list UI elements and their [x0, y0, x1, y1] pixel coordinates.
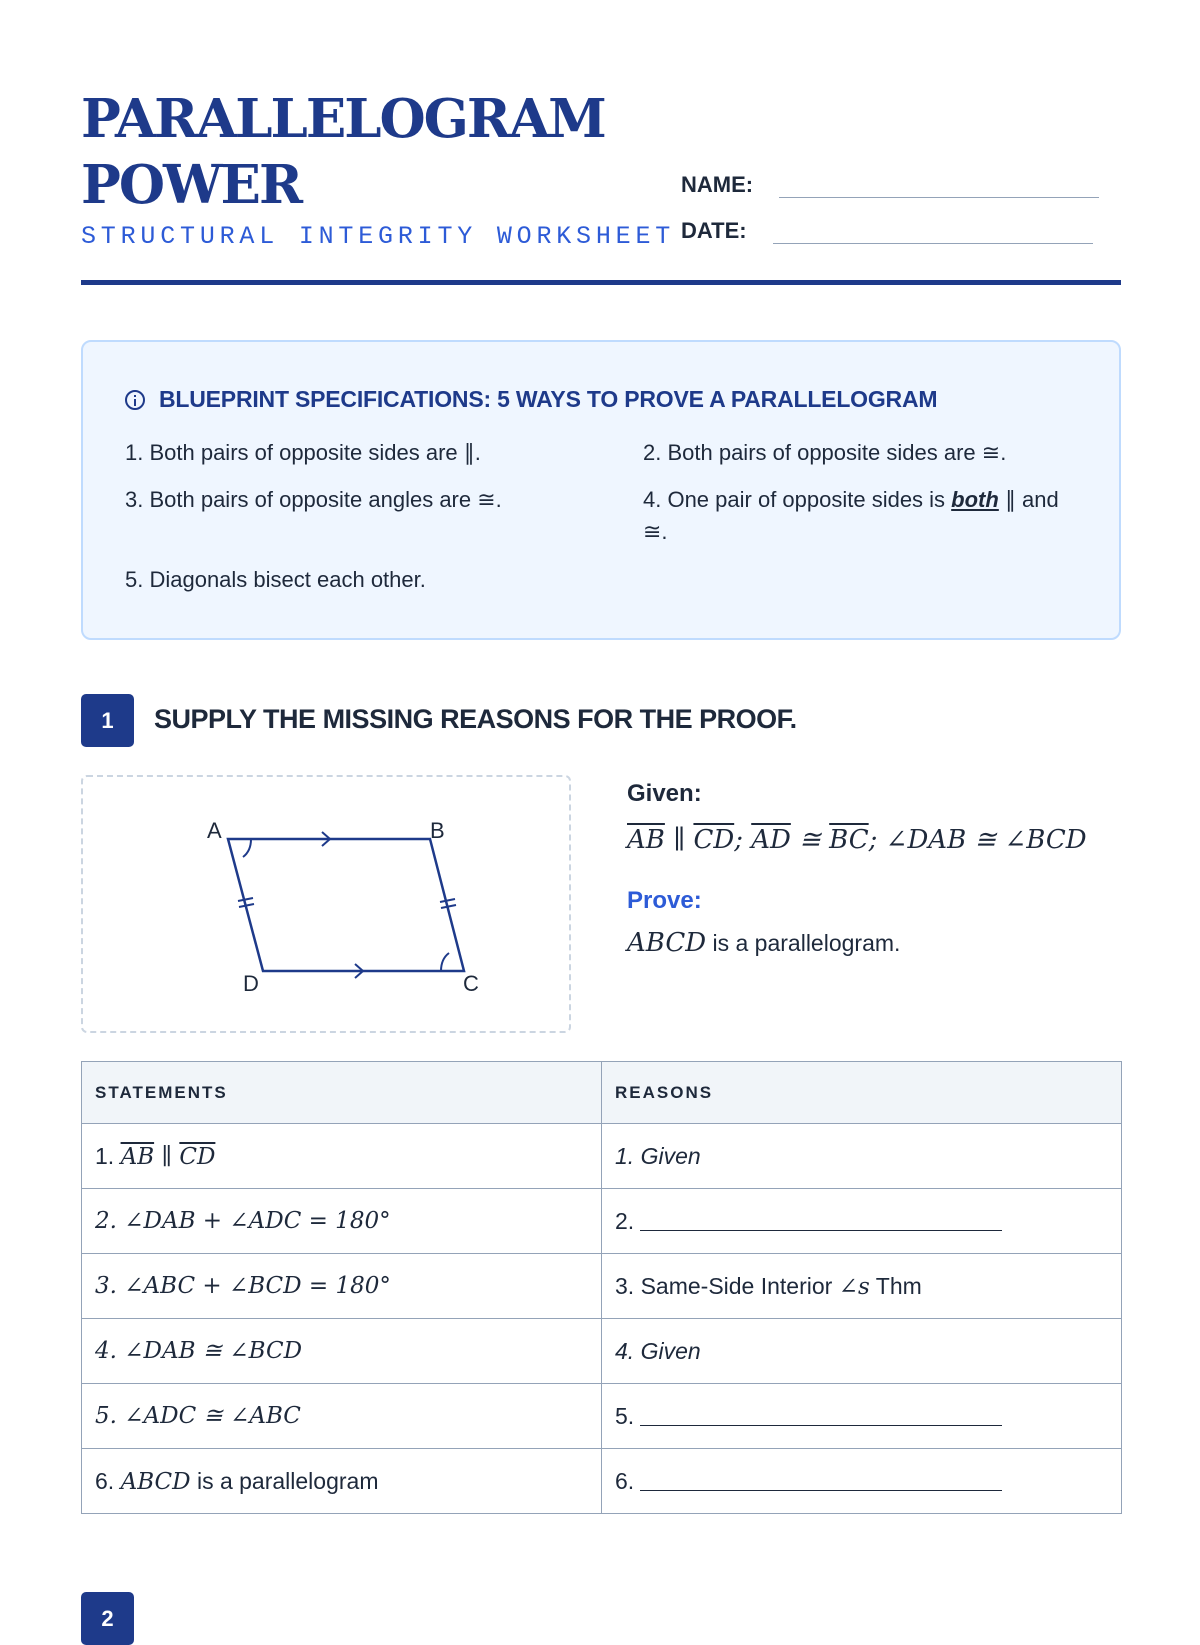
table-row — [82, 1449, 1122, 1514]
section-2-number-badge: 2 — [81, 1592, 134, 1645]
reason-cell: 1. Given — [602, 1124, 1122, 1189]
given-cong: ≅ — [790, 825, 830, 855]
statement-cell: 5. ∠ADC ≅ ∠ABC — [82, 1384, 602, 1449]
statement-cell: 2. ∠DAB + ∠ADC = 180° — [82, 1189, 602, 1254]
name-label: NAME: — [681, 172, 754, 197]
given-rest: ; ∠DAB ≅ ∠BCD — [868, 825, 1087, 855]
statement-number: 6. — [95, 1467, 121, 1494]
spec-item-5: 5. Diagonals bisect each other. — [125, 567, 426, 592]
reason-cell: 4. Given — [602, 1319, 1122, 1384]
given-cd: $\overline{CD}$ — [693, 825, 735, 855]
header-rule — [81, 280, 1121, 285]
spec-item-1: 1. Both pairs of opposite sides are ∥. — [125, 440, 481, 465]
reason-blank[interactable] — [640, 1424, 1002, 1426]
reason-number: 5. — [615, 1402, 635, 1429]
vertex-label-b: B — [430, 818, 445, 843]
reason-cell — [602, 1384, 1122, 1449]
subtitle: STRUCTURAL INTEGRITY WORKSHEET — [81, 222, 676, 251]
statement-ab: $\overline{AB}$ — [120, 1143, 155, 1170]
statement-math: ABCD — [120, 1468, 191, 1495]
table-row — [82, 1254, 1122, 1319]
vertex-label-c: C — [463, 971, 479, 996]
statement-cd: $\overline{CD}$ — [179, 1143, 216, 1170]
statement-cell — [82, 1449, 602, 1514]
section-number-badge: 1 — [81, 694, 134, 747]
reason-number: 6. — [615, 1467, 635, 1494]
reason-post: Thm — [869, 1272, 922, 1299]
name-field[interactable] — [779, 196, 1099, 198]
vertex-label-d: D — [243, 971, 259, 996]
reason-pre: 3. Same-Side Interior — [615, 1272, 839, 1299]
spec-title — [125, 386, 937, 413]
table-row — [82, 1124, 1122, 1189]
given-ad: $\overline{AD}$ — [751, 825, 791, 855]
statements-header: STATEMENTS — [82, 1062, 602, 1124]
title-line-1: PARALLELOGRAM — [81, 88, 605, 150]
reason-cell — [602, 1254, 1122, 1319]
statement-cell — [82, 1124, 602, 1189]
name-row — [681, 172, 1099, 198]
section-title: SUPPLY THE MISSING REASONS FOR THE PROOF. — [154, 704, 797, 734]
date-row — [681, 218, 1093, 244]
given-sep: ; — [734, 825, 752, 855]
given-ab: $\overline{AB}$ — [627, 825, 665, 855]
date-label: DATE: — [681, 218, 747, 243]
spec-item-4-post: ∥ and ≅. — [643, 487, 1059, 544]
spec-item-4 — [643, 484, 1083, 548]
table-row — [82, 1384, 1122, 1449]
reason-blank[interactable] — [640, 1489, 1002, 1491]
reason-blank[interactable] — [640, 1229, 1002, 1231]
given-label: Given: — [627, 780, 702, 807]
prove-text: is a parallelogram. — [706, 930, 901, 956]
statement-cell: 4. ∠DAB ≅ ∠BCD — [82, 1319, 602, 1384]
angle-arc-c — [441, 953, 449, 971]
angle-arc-a — [243, 839, 251, 857]
spec-item-4-emphasis: both — [951, 487, 999, 512]
prove-label: Prove: — [627, 887, 702, 914]
spec-item-2: 2. Both pairs of opposite sides are ≅. — [643, 440, 1007, 465]
statement-number: 1. — [95, 1142, 121, 1169]
table-row — [82, 1189, 1122, 1254]
table-header-row — [82, 1062, 1122, 1124]
prove-statement — [627, 928, 900, 958]
spec-item-4-pre: 4. One pair of opposite sides is — [643, 487, 952, 512]
title-line-2: POWER — [81, 154, 301, 216]
date-field[interactable] — [773, 242, 1093, 244]
reason-math: ∠s — [838, 1273, 870, 1300]
info-icon — [125, 390, 145, 410]
proof-table — [81, 1061, 1122, 1514]
given-bc: $\overline{BC}$ — [829, 825, 869, 855]
parallelogram-shape — [228, 839, 464, 971]
vertex-label-a: A — [207, 818, 222, 843]
reasons-header: REASONS — [602, 1062, 1122, 1124]
given-statement — [627, 825, 1087, 855]
spec-item-3: 3. Both pairs of opposite angles are ≅. — [125, 487, 502, 512]
reason-cell — [602, 1449, 1122, 1514]
blueprint-specifications-box — [81, 340, 1121, 640]
spec-title-text: BLUEPRINT SPECIFICATIONS: 5 WAYS TO PROVE A PARALLELOGRAM — [159, 386, 938, 412]
statement-par: ∥ — [154, 1143, 180, 1170]
given-par: ∥ — [664, 825, 694, 855]
tick-marks-right — [440, 899, 456, 908]
statement-cell: 3. ∠ABC + ∠BCD = 180° — [82, 1254, 602, 1319]
reason-cell — [602, 1189, 1122, 1254]
prove-math: ABCD — [627, 928, 707, 958]
parallelogram-diagram — [81, 775, 571, 1033]
reason-number: 2. — [615, 1207, 635, 1234]
title-block — [81, 86, 675, 251]
table-row — [82, 1319, 1122, 1384]
statement-text: is a parallelogram — [190, 1467, 379, 1494]
